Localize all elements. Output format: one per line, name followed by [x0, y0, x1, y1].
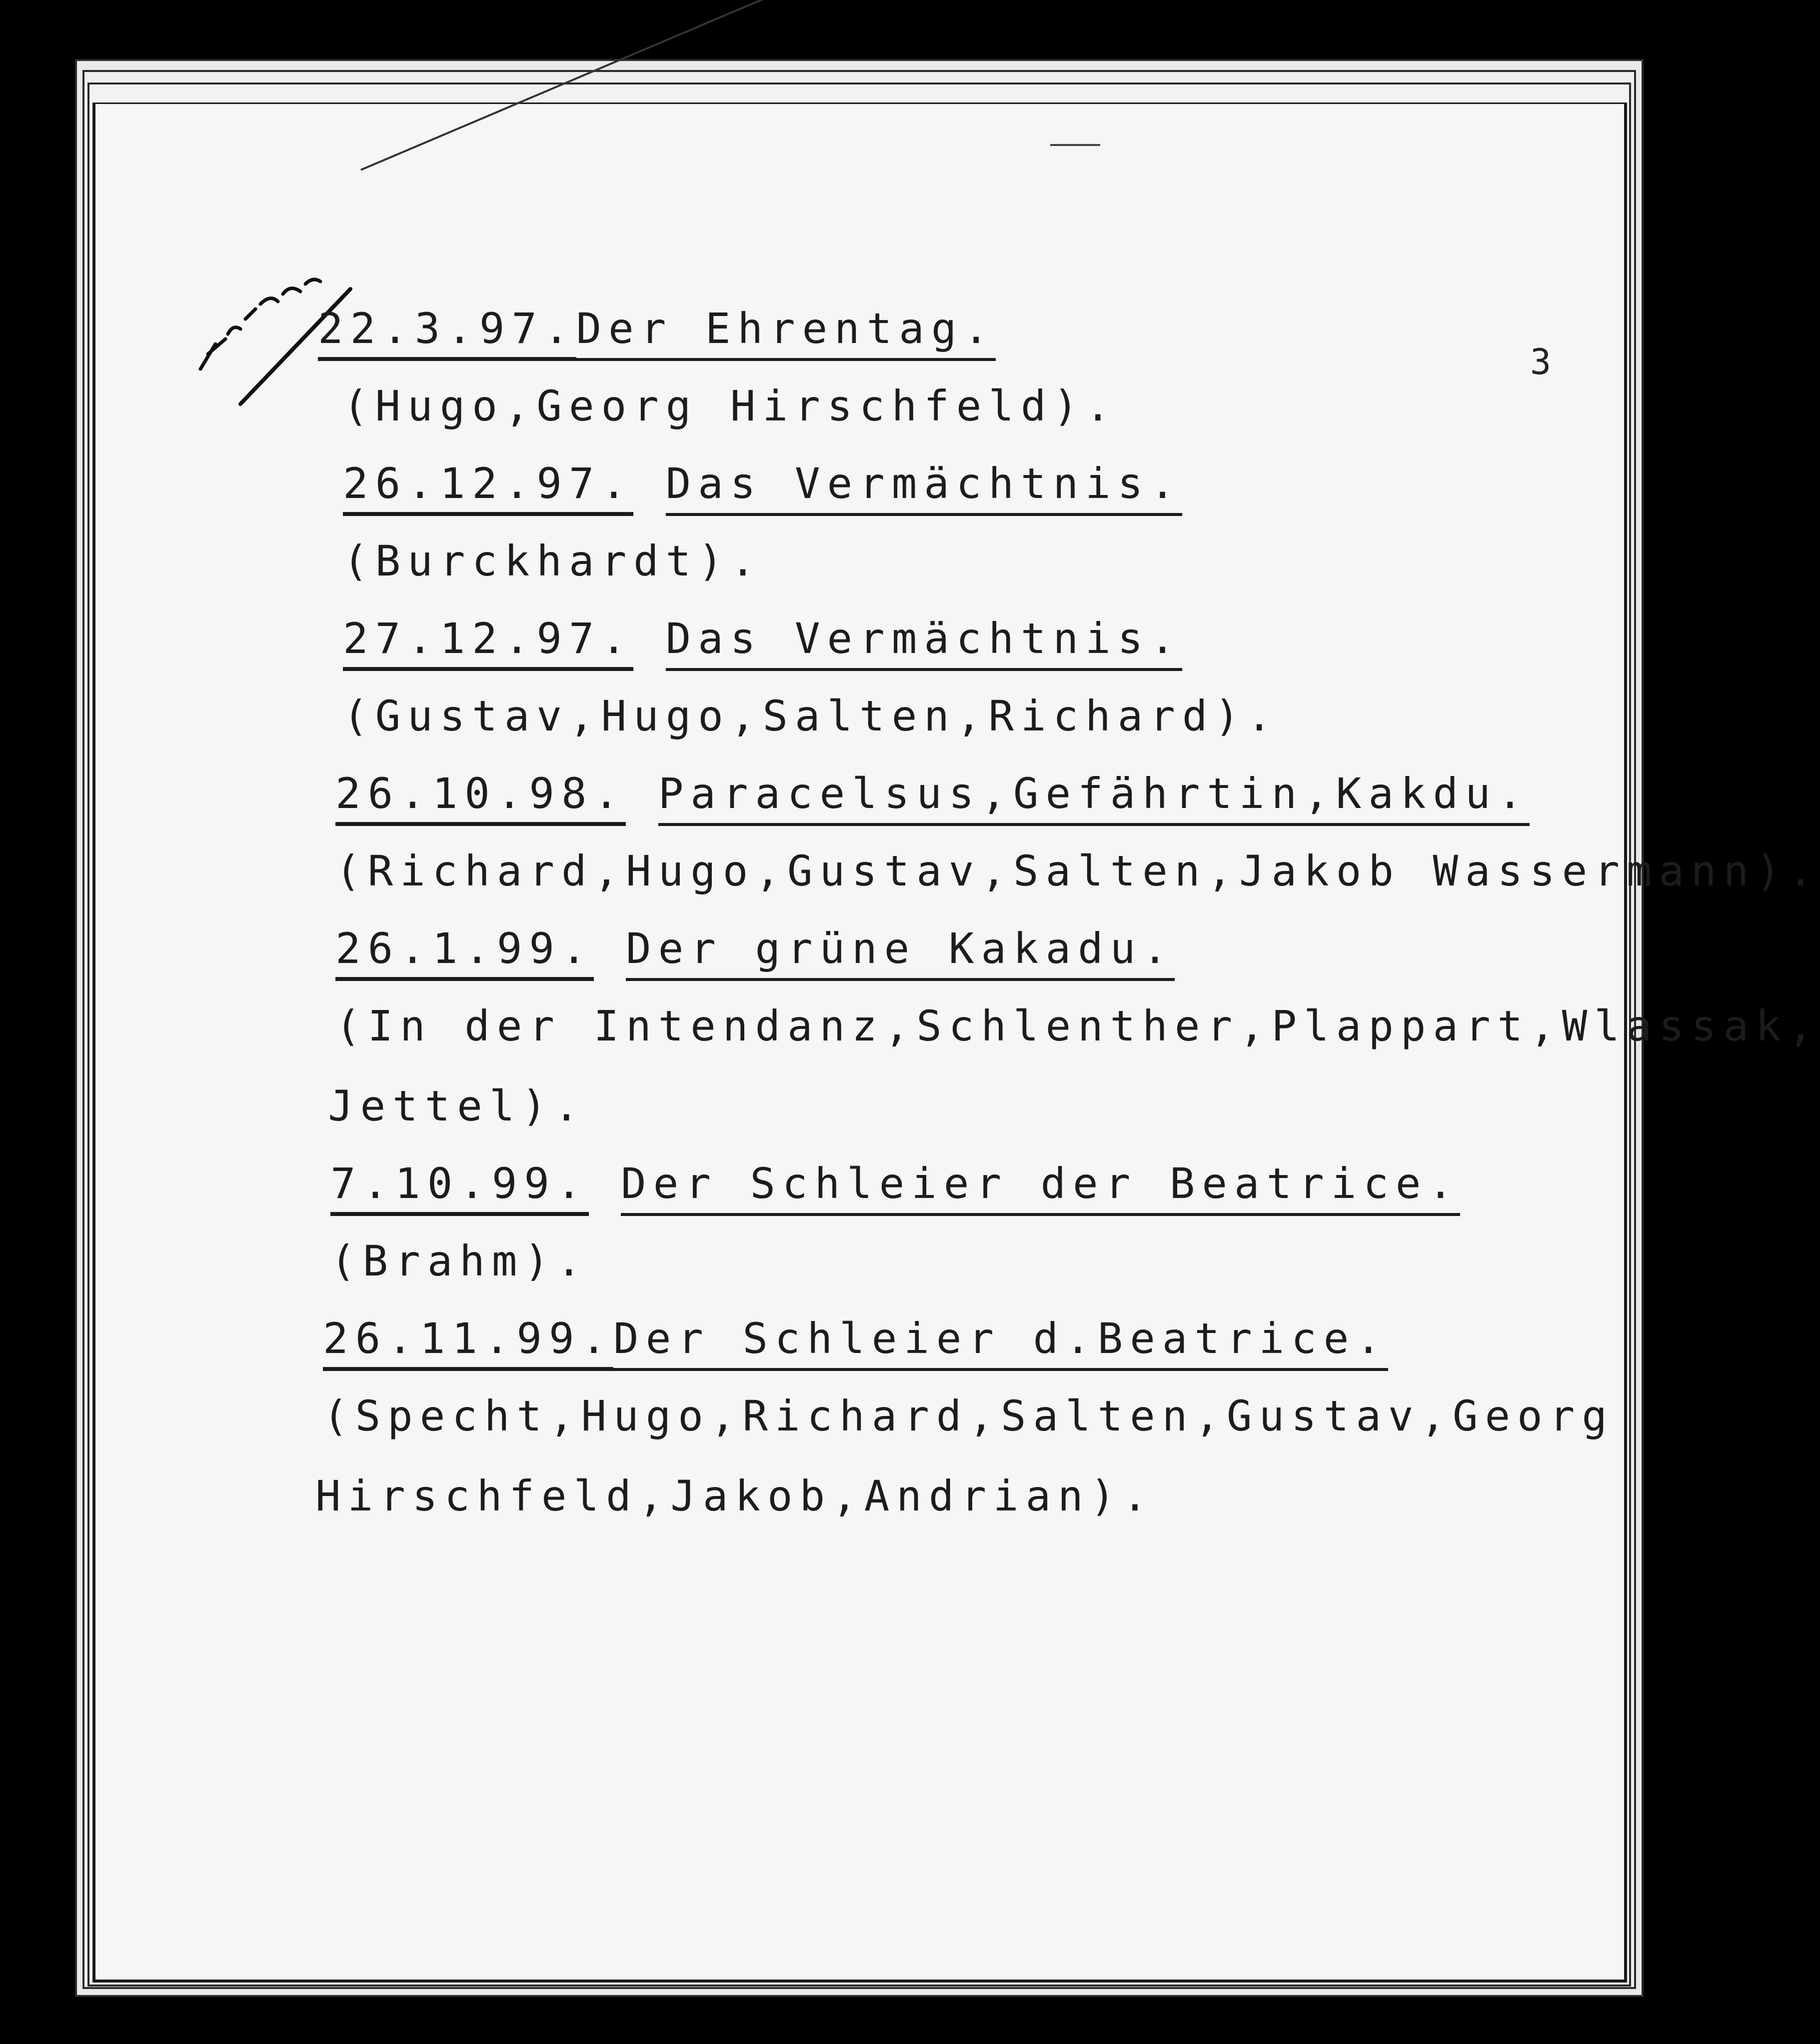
entry-attendees: (Richard,Hugo,Gustav,Salten,Jakob Wassermann). — [335, 846, 1820, 896]
entry-title: Das Vermächtnis. — [666, 459, 1182, 516]
entry-attendees-continued: Hirschfeld,Jakob,Andrian). — [315, 1472, 1155, 1520]
entry-attendees: (Specht,Hugo,Richard,Salten,Gustav,Georg — [323, 1392, 1614, 1440]
entry-title: Paracelsus,Gefährtin,Kakdu. — [658, 769, 1530, 826]
entry-attendees: (Brahm). — [330, 1236, 589, 1286]
entry-date: 26.10.98. — [335, 769, 626, 826]
entry-list — [95, 104, 1820, 1980]
entry-date: 22.3.97. — [318, 304, 576, 361]
entry-attendees: (Gustav,Hugo,Salten,Richard). — [343, 692, 1279, 740]
entry-heading — [335, 769, 1530, 826]
entry-attendees: (Hugo,Georg Hirschfeld). — [343, 382, 1118, 430]
entry-title: Der Schleier d.Beatrice. — [613, 1314, 1388, 1371]
entry-date: 26.12.97. — [343, 459, 633, 516]
entry-date: 27.12.97. — [343, 614, 633, 671]
entry-attendees: (Burckhardt). — [343, 536, 763, 586]
entry-heading — [335, 924, 1175, 981]
entry-heading — [330, 1159, 1460, 1216]
entry-date: 26.1.99. — [335, 924, 594, 981]
entry-title: Der Schleier der Beatrice. — [621, 1159, 1460, 1216]
page-number: 3 — [1530, 342, 1552, 382]
entry-title: Der grüne Kakadu. — [626, 924, 1175, 981]
entry-attendees-continued: Jettel). — [328, 1082, 586, 1130]
entry-heading — [343, 614, 1182, 671]
entry-heading — [323, 1314, 1388, 1371]
entry-title: Das Vermächtnis. — [666, 614, 1182, 671]
entry-title: Der Ehrentag. — [576, 304, 996, 361]
entry-attendees: (In der Intendanz,Schlenther,Plappart,Wlassak, — [335, 1002, 1820, 1050]
entry-heading — [318, 304, 996, 361]
entry-date: 26.11.99. — [323, 1314, 613, 1371]
typed-page — [92, 102, 1820, 1982]
entry-heading — [343, 459, 1182, 516]
entry-date: 7.10.99. — [330, 1159, 589, 1216]
